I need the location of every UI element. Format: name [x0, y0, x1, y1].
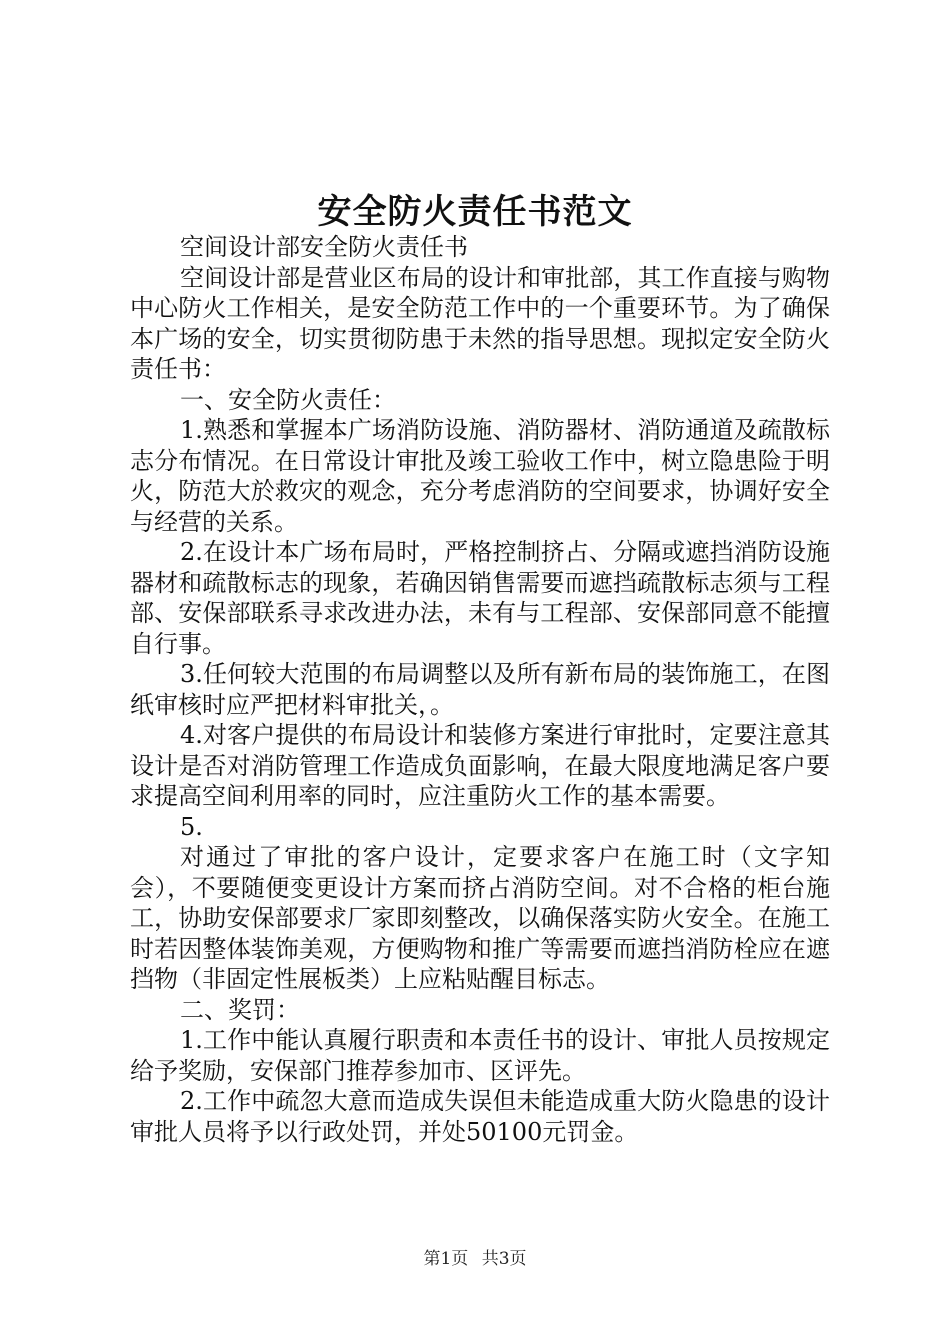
paragraph-item-5-number: 5. — [180, 812, 203, 841]
paragraph-item-5: 对通过了审批的客户设计，定要求客户在施工时（文字知会），不要随便变更设计方案而挤占消防空间。对不合格的柜台施工，协助安保部要求厂家即刻整改，以确保落实防火安全。在施工时若因整体装饰美观，方便购物和推广等需要而遮挡消防栓应在遮挡物（非固定性展板类）上应粘贴醒目标志。 — [130, 843, 830, 993]
paragraph-item-4: 4.对客户提供的布局设计和装修方案进行审批时，定要注意其设计是否对消防管理工作造成负面影响，在最大限度地满足客户要求提高空间利用率的同时，应注重防火工作的基本需要。 — [130, 721, 830, 810]
paragraph-item-2: 2.在设计本广场布局时，严格控制挤占、分隔或遮挡消防设施器材和疏散标志的现象，若确因销售需要而遮挡疏散标志须与工程部、安保部联系寻求改进办法，未有与工程部、安保部同意不能擅自行事。 — [130, 538, 830, 658]
paragraph-intro: 空间设计部是营业区布局的设计和审批部，其工作直接与购物中心防火工作相关，是安全防范工作中的一个重要环节。为了确保本广场的安全，切实贯彻防患于未然的指导思想。现拟定安全防火责任书： — [130, 263, 830, 383]
document-title: 安全防火责任书范文 — [317, 192, 633, 232]
document-body — [130, 232, 830, 1147]
page-number: 第1页 — [423, 1249, 469, 1269]
paragraph-item-1: 1.熟悉和掌握本广场消防设施、消防器材、消防通道及疏散标志分布情况。在日常设计审批及竣工验收工作中，树立隐患险于明火，防范大於救灾的观念，充分考虑消防的空间要求，协调好安全与经营的关系。 — [130, 416, 830, 536]
paragraph-reward-2: 2.工作中疏忽大意而造成失误但未能造成重大防火隐患的设计审批人员将予以行政处罚，并处50100元罚金。 — [130, 1087, 830, 1146]
page-total: 共3页 — [481, 1249, 527, 1269]
section-heading-rewards: 二、奖罚： — [180, 995, 300, 1024]
page-footer — [0, 1244, 950, 1269]
section-heading-responsibility: 一、安全防火责任： — [180, 385, 396, 414]
paragraph-reward-1: 1.工作中能认真履行职责和本责任书的设计、审批人员按规定给予奖励，安保部门推荐参加市、区评先。 — [130, 1026, 830, 1085]
paragraph-subtitle: 空间设计部安全防火责任书 — [180, 233, 468, 261]
paragraph-item-3: 3.任何较大范围的布局调整以及所有新布局的装饰施工，在图纸审核时应严把材料审批关，。 — [130, 660, 830, 719]
